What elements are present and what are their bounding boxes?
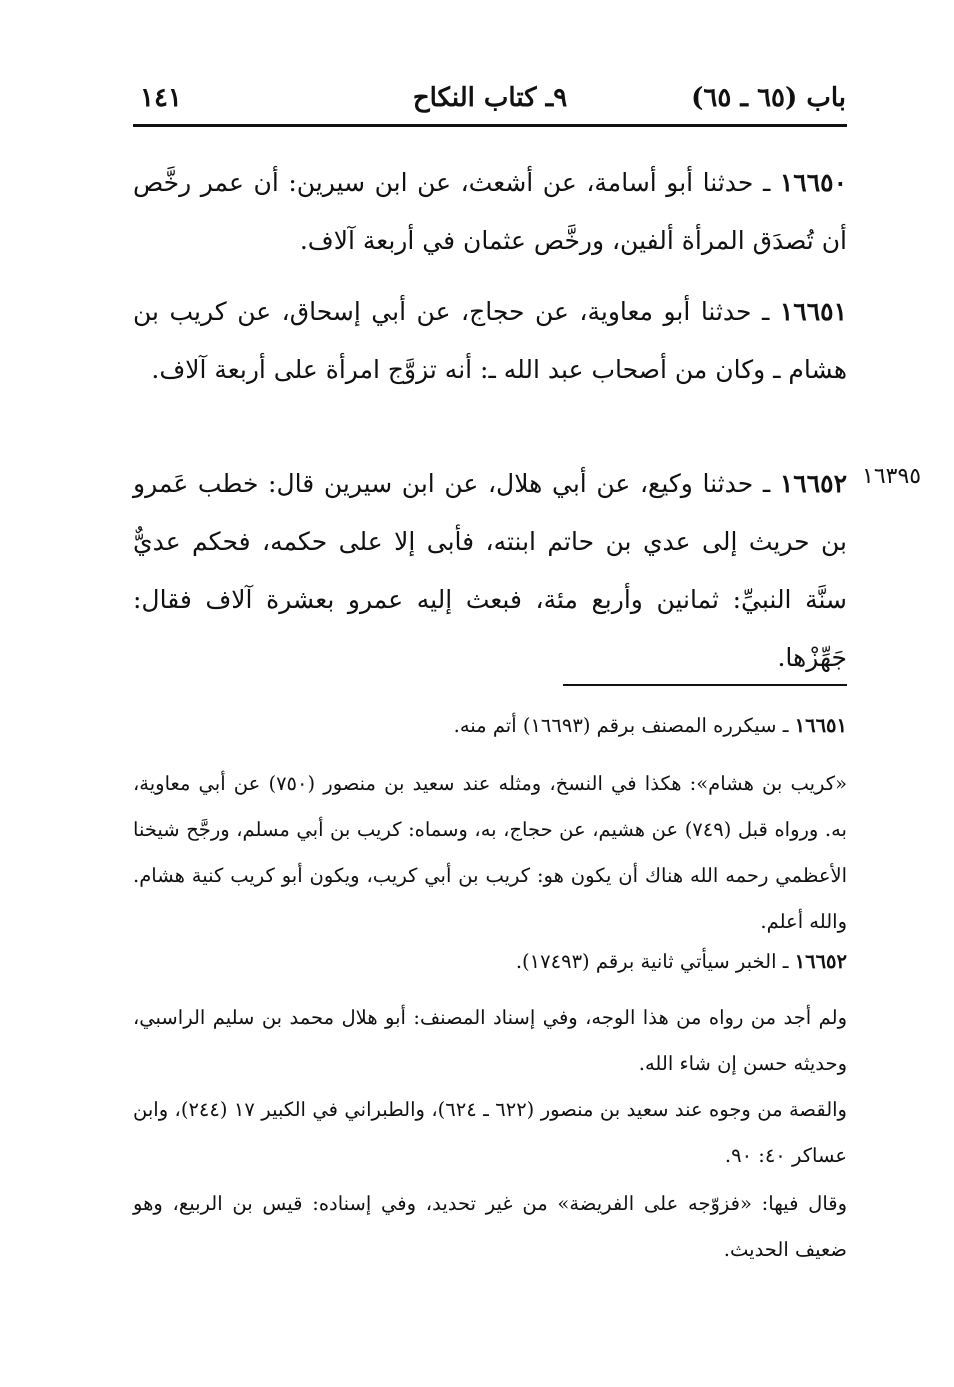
footnote-text: وقال فيها: «فزوّجه على الفريضة» من غير تحديد، وفي إسناده: قيس بن الربيع، وهو ضعيف الحديث. [133,1192,847,1261]
hadith-number: ١٦٦٥١ [779,297,847,326]
hadith-text: ـ حدثنا أبو معاوية، عن حجاج، عن أبي إسحاق، عن كريب بن هشام ـ وكان من أصحاب عبد الله ـ: أنه تزوَّج امرأة على أربعة آلاف. [133,297,847,384]
hadith-text: ـ حدثنا وكيع، عن أبي هلال، عن ابن سيرين قال: خطب عَمرو بن حريث إلى عدي بن حاتم ابنته، فأبى إلا على حكمه، فحكم عديٌّ سنَّة النبيِّ: ثمانين وأربع مئة، فبعث إليه عمرو بعشرة آلاف فقال: جَهِّزْها. [133,469,847,672]
margin-cross-reference: ١٦٣٩٥ [862,464,922,489]
footnote-text: «كريب بن هشام»: هكذا في النسخ، ومثله عند سعيد بن منصور (٧٥٠) عن أبي معاوية، به. ورواه قبل (٧٤٩) عن هشيم، عن حجاج، به، وسماه: كريب بن أبي مسلم، ورجَّح شيخنا الأعظمي رحمه الله هناك أن يكون هو: كريب بن أبي كريب، ويكون أبو كريب كنية هشام. والله أعلم. [133,772,848,933]
hadith-text: ـ حدثنا أبو أسامة، عن أشعث، عن ابن سيرين: أن عمر رخَّص أن تُصدَق المرأة ألفين، ورخَّص عثمان في أربعة آلاف. [133,168,847,255]
hadith-number: ١٦٦٥٢ [779,469,847,498]
hadith-number: ١٦٦٥٠ [779,168,847,197]
footnote-text: ـ سيكرره المصنف برقم (١٦٦٩٣) أتم منه. [453,714,795,737]
footnote [133,939,847,985]
footnote-separator [563,684,847,686]
footnote [133,995,847,1087]
running-header-section: باب (٦٥ ـ ٦٥) [691,83,846,113]
footnote-text: والقصة من وجوه عند سعيد بن منصور (٦٢٢ ـ ٦٢٤)، والطبراني في الكبير ١٧ (٢٤٤)، وابن عساكر ٤٠: ٩٠. [133,1098,847,1167]
hadith-paragraph [133,154,847,270]
footnote [133,703,847,749]
footnote-number: ١٦٦٥١ [794,714,847,737]
running-header-book-title: ٩ـ كتاب النكاح [412,83,568,113]
footnote-text: ولم أجد من رواه من هذا الوجه، وفي إسناد المصنف: أبو هلال محمد بن سليم الراسبي، وحديثه حسن إن شاء الله. [133,1006,847,1075]
footnote [133,1087,847,1179]
hadith-paragraph [133,455,847,687]
footnote [133,1181,847,1273]
footnote-text: ـ الخبر سيأتي ثانية برقم (١٧٤٩٣). [515,950,795,973]
header-rule [133,124,847,127]
page-number: ١٤١ [140,83,182,113]
hadith-paragraph [133,283,847,399]
footnote [133,761,847,945]
footnote-number: ١٦٦٥٢ [794,950,847,973]
